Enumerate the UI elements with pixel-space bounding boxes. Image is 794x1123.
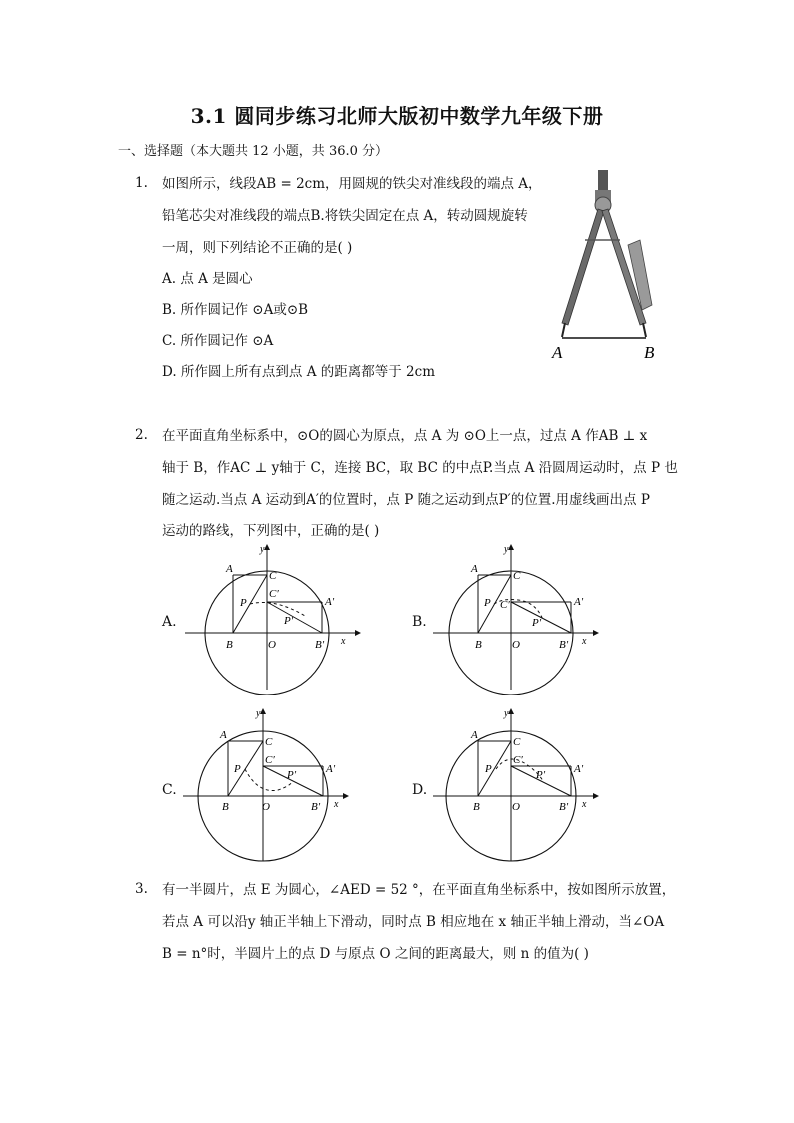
diagram-label: C′ — [269, 588, 279, 600]
label-a: A — [552, 343, 563, 362]
diagram-label: y — [504, 544, 509, 555]
diagram-label: A′ — [574, 763, 584, 775]
diagram-label: x — [341, 636, 346, 647]
diagram-label: B′ — [311, 801, 321, 813]
diagram-label: P — [234, 763, 241, 775]
label-b: B — [644, 343, 655, 362]
question-1-number: 1. — [135, 175, 148, 191]
compass-figure — [540, 165, 670, 365]
question-3-line-2: 若点 A 可以沿y 轴正半轴上下滑动，同时点 B 相应地在 x 轴正半轴上滑动，当∠OA — [162, 914, 665, 930]
question-1-line-2: 铅笔芯尖对准线段的端点B.将铁尖固定在点 A，转动圆规旋转 — [162, 208, 528, 224]
diagram-label: y — [504, 708, 509, 719]
diagram-label: P — [484, 597, 491, 609]
diagram-label: B — [226, 639, 233, 651]
diagram-label: C — [269, 570, 277, 582]
diagram-label: B′ — [559, 639, 569, 651]
diagram-label: B′ — [559, 801, 569, 813]
axis-arrow — [593, 793, 599, 799]
diagram-option-a[interactable] — [180, 540, 365, 695]
diagram-option-b[interactable] — [428, 540, 613, 695]
diagram-dashed-path — [245, 769, 293, 791]
axis-arrow — [260, 708, 266, 714]
diagram-label: x — [334, 799, 339, 810]
diagram-label: A′ — [325, 596, 335, 608]
question-1-option-d[interactable]: D. 所作圆上所有点到点 A 的距离都等于 2cm — [162, 364, 435, 380]
axis-arrow — [264, 544, 270, 550]
question-1-option-a[interactable]: A. 点 A 是圆心 — [162, 271, 253, 287]
axis-arrow — [343, 793, 349, 799]
diagram-label: O — [268, 639, 276, 651]
diagram-line — [233, 575, 267, 633]
diagram-label: O — [512, 639, 520, 651]
axis-arrow — [508, 544, 514, 550]
question-2-line-2: 轴于 B，作AC ⊥ y轴于 C，连接 BC，取 BC 的中点P.当点 A 沿圆周运动时，点 P 也 — [162, 460, 678, 476]
diagram-line — [267, 602, 322, 633]
section-heading: 一、选择题（本大题共 12 小题，共 36.0 分） — [118, 144, 389, 159]
diagram-label: P — [485, 763, 492, 775]
question-3-line-1: 有一半圆片，点 E 为圆心，∠AED = 52 °，在平面直角坐标系中，按如图所示放置， — [162, 882, 676, 898]
page-title: 3.1 圆同步练习北师大版初中数学九年级下册 — [190, 104, 604, 128]
diagram-label: y — [260, 544, 265, 555]
diagram-label: A — [471, 563, 478, 575]
diagram-label: B — [222, 801, 229, 813]
diagram-label: B′ — [315, 639, 325, 651]
diagram-label: A — [226, 563, 233, 575]
diagram-label: C — [513, 736, 521, 748]
question-1-line-3: 一周，则下列结论不正确的是( ) — [162, 240, 353, 256]
diagram-label: y — [256, 708, 261, 719]
question-1-line-1: 如图所示，线段AB = 2cm，用圆规的铁尖对准线段的端点 A， — [162, 176, 542, 192]
diagram-label: A — [471, 729, 478, 741]
question-3-number: 3. — [135, 881, 148, 897]
diagram-label: P — [240, 597, 247, 609]
diagram-label: B — [473, 801, 480, 813]
diagram-label: x — [582, 799, 587, 810]
compass-left-leg — [562, 209, 604, 325]
diagram-label: P′ — [532, 617, 542, 629]
diagram-label: C′ — [500, 599, 510, 611]
diagram-label: C — [513, 570, 521, 582]
diagram-label: O — [512, 801, 520, 813]
question-2-option-d-label[interactable]: D. — [412, 782, 428, 798]
diagram-line — [478, 741, 511, 796]
question-2-line-4: 运动的路线，下列图中，正确的是( ) — [162, 523, 380, 539]
diagram-label: A′ — [326, 763, 336, 775]
diagram-label: A′ — [574, 596, 584, 608]
diagram-label: B — [475, 639, 482, 651]
question-2-number: 2. — [135, 427, 148, 443]
axis-arrow — [355, 630, 361, 636]
question-3-line-3: B = n°时，半圆片上的点 D 与原点 O 之间的距离最大，则 n 的值为( ) — [162, 946, 589, 962]
diagram-label: x — [582, 636, 587, 647]
compass-pencil-tip — [643, 323, 646, 337]
diagram-label: P′ — [536, 769, 546, 781]
question-2-option-b-label[interactable]: B. — [412, 614, 427, 630]
diagram-label: P′ — [284, 615, 294, 627]
diagram-label: C′ — [265, 754, 275, 766]
diagram-dashed-path — [250, 603, 305, 617]
compass-needle — [562, 323, 565, 337]
diagram-label: A — [220, 729, 227, 741]
question-2-line-3: 随之运动.当点 A 运动到A′的位置时，点 P 随之运动到点P′的位置.用虚线画出点 P — [162, 492, 650, 508]
question-1-option-b[interactable]: B. 所作圆记作 ⊙A或⊙B — [162, 302, 309, 318]
diagram-label: O — [262, 801, 270, 813]
diagram-option-d[interactable] — [428, 706, 613, 866]
question-1-option-c[interactable]: C. 所作圆记作 ⊙A — [162, 333, 274, 349]
diagram-label: C — [265, 736, 273, 748]
diagram-label: C′ — [513, 754, 523, 766]
axis-arrow — [508, 708, 514, 714]
diagram-label: P′ — [287, 769, 297, 781]
axis-arrow — [593, 630, 599, 636]
diagram-option-c[interactable] — [178, 706, 363, 866]
compass-handle — [598, 170, 608, 192]
question-2-option-c-label[interactable]: C. — [162, 782, 177, 798]
question-2-line-1: 在平面直角坐标系中，⊙O的圆心为原点，点 A 为 ⊙O上一点，过点 A 作AB ⊥ x — [162, 428, 648, 444]
question-2-option-a-label[interactable]: A. — [162, 614, 177, 630]
